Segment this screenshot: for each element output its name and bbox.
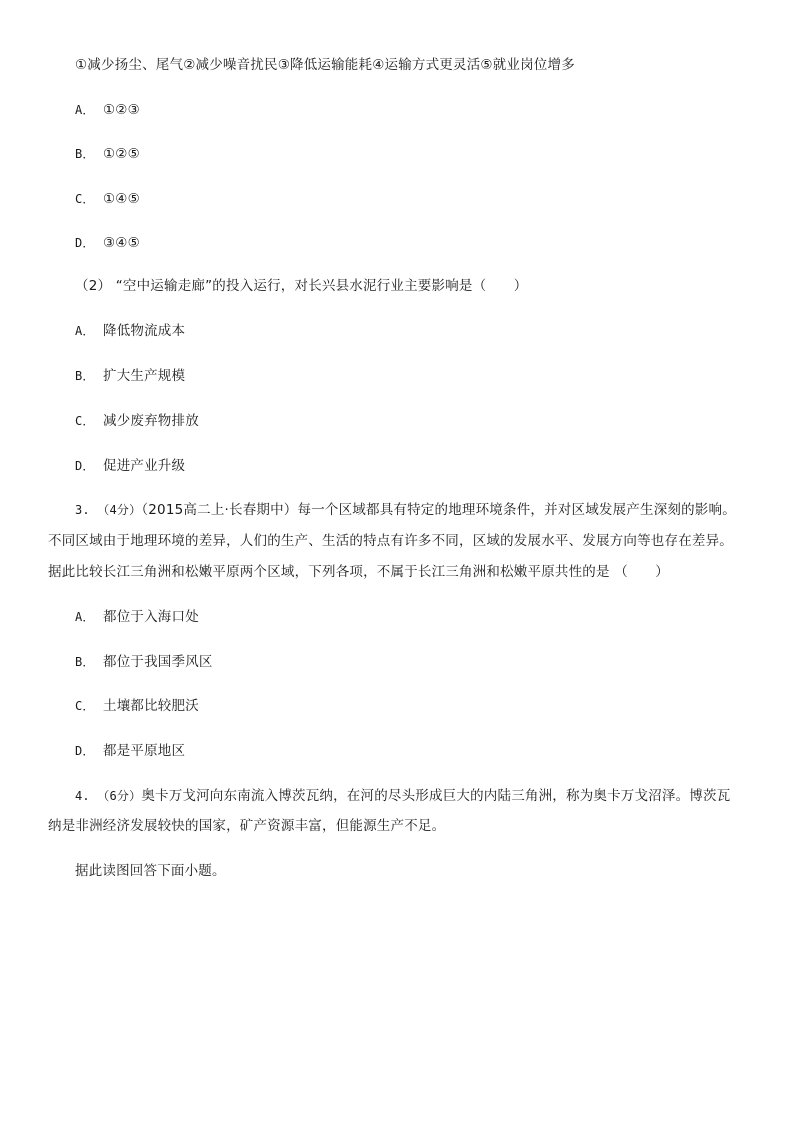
- option-c[interactable]: C． 土壤都比较肥沃: [75, 698, 199, 714]
- sub-question-text: “空中运输走廊”的投入运行，对长兴县水泥行业主要影响是（ ）: [115, 278, 528, 294]
- option-b[interactable]: B． 扩大生产规模: [75, 368, 186, 384]
- option-d[interactable]: D． 都是平原地区: [75, 743, 186, 759]
- option-c[interactable]: C． 减少废弃物排放: [75, 413, 199, 429]
- option-b[interactable]: B． ①②⑤: [75, 146, 140, 162]
- sub-question-2: [0, 276, 794, 296]
- question-3-line-1: 3. （4分）（2015高二上·长春期中）每一个区域都具有特定的地理环境条件，并对区域发展产生深刻的影响。: [75, 502, 736, 518]
- statement-list: ①减少扬尘、尾气②减少噪音扰民③降低运输能耗④运输方式更灵活⑤就业岗位增多: [75, 57, 575, 73]
- sub-question-number: （2）: [75, 278, 112, 294]
- question-3-line-2: 不同区域由于地理环境的差异，人们的生产、生活的特点有许多不同，区域的发展水平、发展方向等也存在差异。: [48, 533, 733, 549]
- option-b[interactable]: B． 都位于我国季风区: [75, 654, 213, 670]
- question-number: 3. （4分）: [75, 503, 142, 517]
- question-4-line-1: 4. （6分）奥卡万戈河向东南流入博茨瓦纳，在河的尽头形成巨大的内陆三角洲，称为奥卡万戈沼泽。博茨瓦: [75, 788, 731, 804]
- question-3-line-3: 据此比较长江三角洲和松嫩平原两个区域，下列各项，不属于长江三角洲和松嫩平原共性的是 （ ）: [48, 564, 669, 580]
- option-d[interactable]: D． ③④⑤: [75, 235, 140, 251]
- question-4-instruction: 据此读图回答下面小题。: [75, 863, 226, 879]
- option-a[interactable]: A． 降低物流成本: [75, 323, 186, 339]
- question-4-line-2: 纳是非洲经济发展较快的国家，矿产资源丰富，但能源生产不足。: [48, 818, 446, 834]
- option-a[interactable]: A． 都位于入海口处: [75, 609, 199, 625]
- option-d[interactable]: D． 促进产业升级: [75, 458, 186, 474]
- option-a[interactable]: A． ①②③: [75, 102, 140, 118]
- option-c[interactable]: C． ①④⑤: [75, 191, 140, 207]
- question-number: 4. （6分）: [75, 789, 142, 803]
